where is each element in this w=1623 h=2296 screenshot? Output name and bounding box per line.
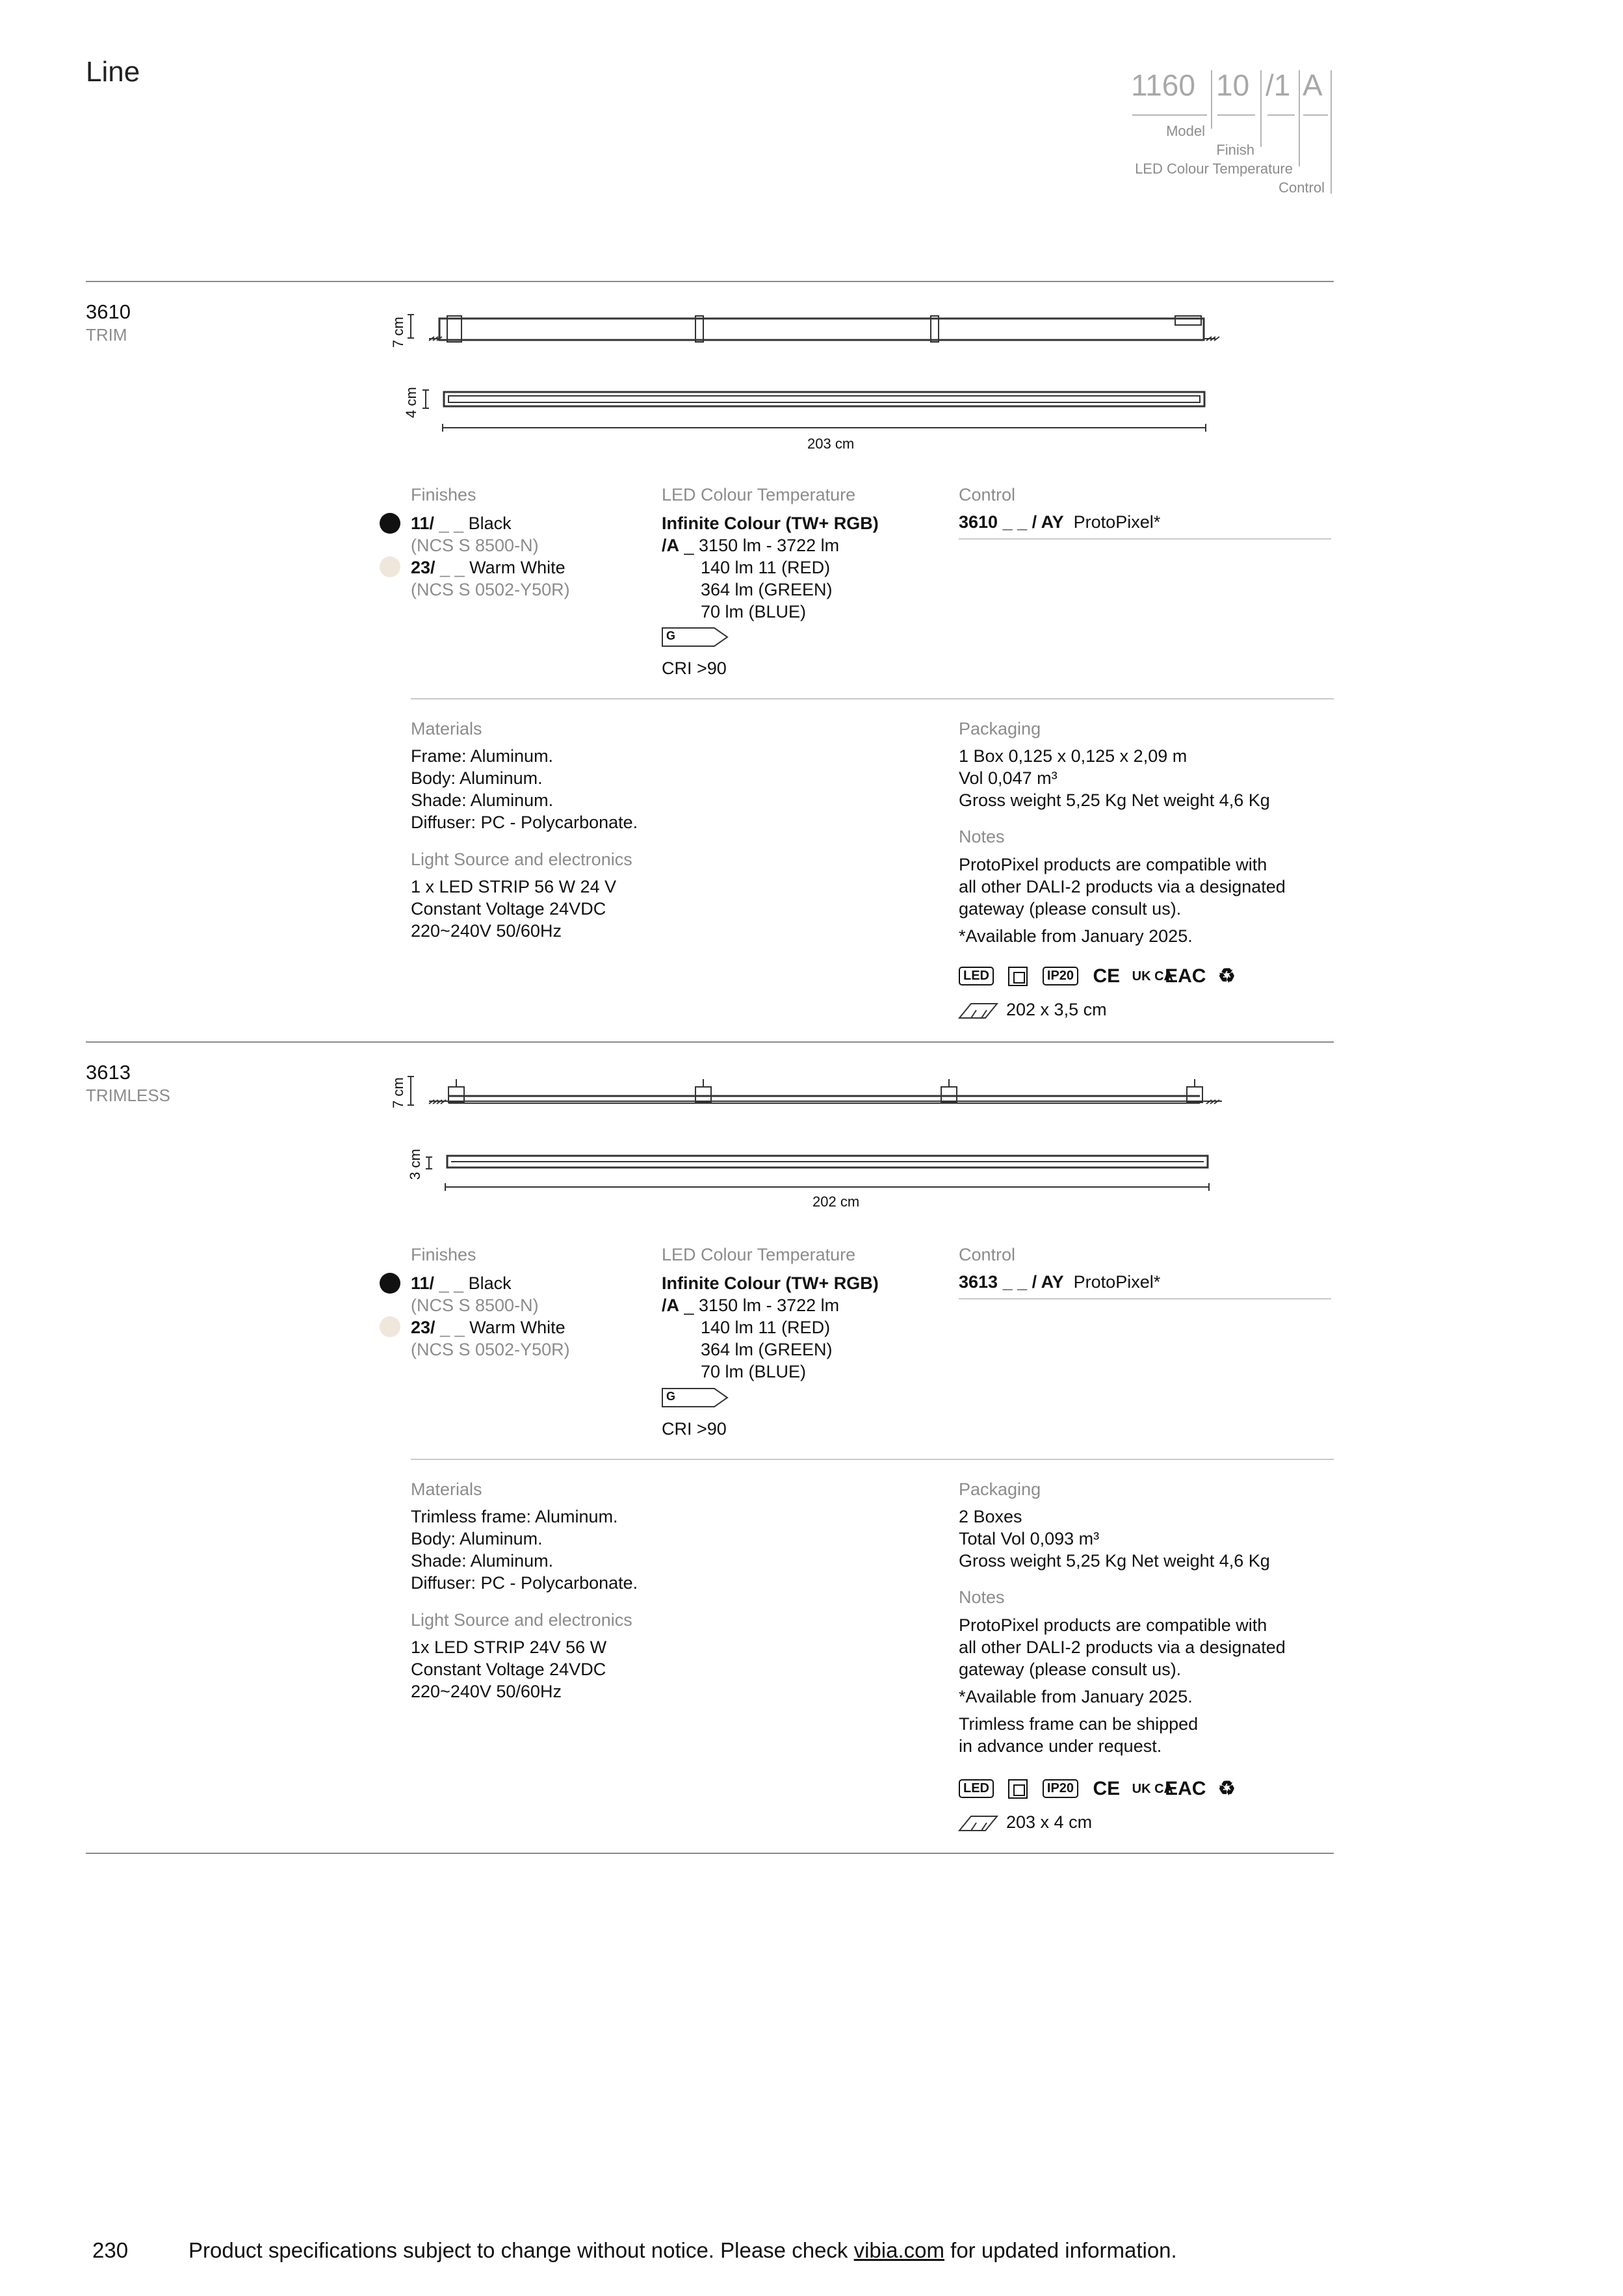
depth-label: 3 cm (407, 1149, 423, 1180)
ip20-badge-icon: IP20 (1043, 1779, 1078, 1798)
class-ii-icon (1008, 967, 1028, 986)
notes-list: ProtoPixel products are compatible with all other DALI-2 products via a designated gateway (please consult us). *Available from January 2025. (959, 855, 1286, 946)
led-badge-icon: LED (959, 1779, 994, 1798)
packaging-list: 2 Boxes Total Vol 0,093 m³ Gross weight 5,25 Kg Net weight 4,6 Kg (959, 1507, 1270, 1571)
light-heading: Light Source and electronics (411, 850, 632, 869)
light-heading: Light Source and electronics (411, 1610, 632, 1630)
code-label-finish: Finish (1216, 142, 1254, 158)
finishes-heading: Finishes (411, 1245, 476, 1264)
code-label-led: LED Colour Temperature (1135, 161, 1293, 177)
section-divider (86, 1853, 1334, 1854)
certification-icons (959, 965, 1245, 987)
vibia-link[interactable]: vibia.com (853, 2238, 944, 2262)
recycle-icon: ♻ (1217, 1778, 1236, 1799)
finish-list: 11/ _ _ Black (NCS S 8500-N) 23/ _ _ Warm White (NCS S 0502-Y50R) (411, 1273, 570, 1359)
code-model: 1160 (1131, 68, 1195, 102)
code-label-control: Control (1279, 179, 1325, 196)
ip20-badge-icon: IP20 (1043, 967, 1078, 985)
ukca-mark-icon: UK CA (1132, 969, 1173, 984)
control-option: 3613 _ _ / AY ProtoPixel* (959, 1272, 1161, 1292)
light-list: 1x LED STRIP 24V 56 W Constant Voltage 24VDC 220~240V 50/60Hz (411, 1637, 607, 1701)
length-label: 203 cm (807, 436, 855, 452)
product-number: 3613 (86, 1061, 131, 1084)
packaging-heading: Packaging (959, 719, 1041, 738)
eac-mark-icon: EAC (1165, 965, 1206, 987)
led-heading: LED Colour Temperature (662, 485, 856, 504)
finish-swatch-black (380, 513, 400, 534)
notes-heading: Notes (959, 827, 1005, 846)
section-divider (86, 281, 1334, 282)
page-title: Line (86, 56, 140, 88)
recycle-icon: ♻ (1217, 965, 1236, 987)
materials-list: Frame: Aluminum. Body: Aluminum. Shade: Aluminum. Diffuser: PC - Polycarbonate. (411, 746, 638, 832)
class-ii-icon (1008, 1779, 1028, 1799)
finish-swatch-black (380, 1273, 400, 1294)
light-list: 1 x LED STRIP 56 W 24 V Constant Voltage 24VDC 220~240V 50/60Hz (411, 877, 617, 941)
page-number: 230 (92, 2238, 129, 2262)
packaging-list: 1 Box 0,125 x 0,125 x 2,09 m Vol 0,047 m³ Gross weight 5,25 Kg Net weight 4,6 Kg (959, 746, 1270, 810)
control-heading: Control (959, 1245, 1016, 1264)
energy-class: G (666, 629, 676, 642)
footer-note: Product specifications subject to change without notice. Please check vibia.com for updated information. (188, 2238, 1177, 2262)
code-led: /1 (1266, 68, 1291, 102)
materials-list: Trimless frame: Aluminum. Body: Aluminum. Shade: Aluminum. Diffuser: PC - Polycarbonate. (411, 1507, 638, 1593)
materials-heading: Materials (411, 1480, 482, 1499)
packaging-heading: Packaging (959, 1480, 1041, 1499)
cutout-size: 202 x 3,5 cm (1006, 1000, 1107, 1019)
code-label-model: Model (1166, 123, 1205, 139)
led-info: Infinite Colour (TW+ RGB) /A _ 3150 lm - 3722 lm 140 lm 11 (RED) 364 lm (GREEN) 70 lm (BLUE) (662, 514, 879, 621)
led-info: Infinite Colour (TW+ RGB) /A _ 3150 lm - 3722 lm 140 lm 11 (RED) 364 lm (GREEN) 70 lm (BLUE) (662, 1273, 879, 1381)
ukca-mark-icon: UK CA (1132, 1781, 1173, 1796)
energy-class: G (666, 1390, 676, 1403)
eac-mark-icon: EAC (1165, 1777, 1206, 1799)
notes-list: ProtoPixel products are compatible with all other DALI-2 products via a designated gateway (please consult us). *Available from January 2025. Trimless frame can be shipped in advance under request. (959, 1615, 1286, 1756)
control-heading: Control (959, 485, 1016, 504)
depth-label: 4 cm (403, 387, 419, 418)
product-number: 3610 (86, 300, 131, 323)
led-heading: LED Colour Temperature (662, 1245, 856, 1264)
materials-heading: Materials (411, 719, 482, 738)
height-label: 7 cm (390, 1077, 406, 1108)
cutout-size: 203 x 4 cm (1006, 1812, 1093, 1832)
finish-list: 11/ _ _ Black (NCS S 8500-N) 23/ _ _ Warm White (NCS S 0502-Y50R) (411, 514, 570, 599)
finish-swatch-warm-white (380, 556, 400, 577)
led-badge-icon: LED (959, 967, 994, 985)
length-label: 202 cm (812, 1194, 860, 1210)
code-control: A (1303, 68, 1323, 102)
cutout-icon (0, 0, 1, 1)
cri: CRI >90 (662, 659, 727, 678)
product-type: TRIM (86, 325, 127, 345)
finish-swatch-warm-white (380, 1316, 400, 1337)
notes-heading: Notes (959, 1587, 1005, 1607)
certification-icons (959, 1777, 1245, 1800)
ce-mark-icon: CE (1093, 1777, 1121, 1799)
ce-mark-icon: CE (1093, 965, 1121, 987)
cri: CRI >90 (662, 1419, 727, 1439)
height-label: 7 cm (390, 317, 406, 348)
product-type: TRIMLESS (86, 1086, 171, 1105)
code-finish: 10 (1216, 68, 1250, 102)
control-option: 3610 _ _ / AY ProtoPixel* (959, 512, 1161, 532)
finishes-heading: Finishes (411, 485, 476, 504)
section-divider (86, 1041, 1334, 1043)
